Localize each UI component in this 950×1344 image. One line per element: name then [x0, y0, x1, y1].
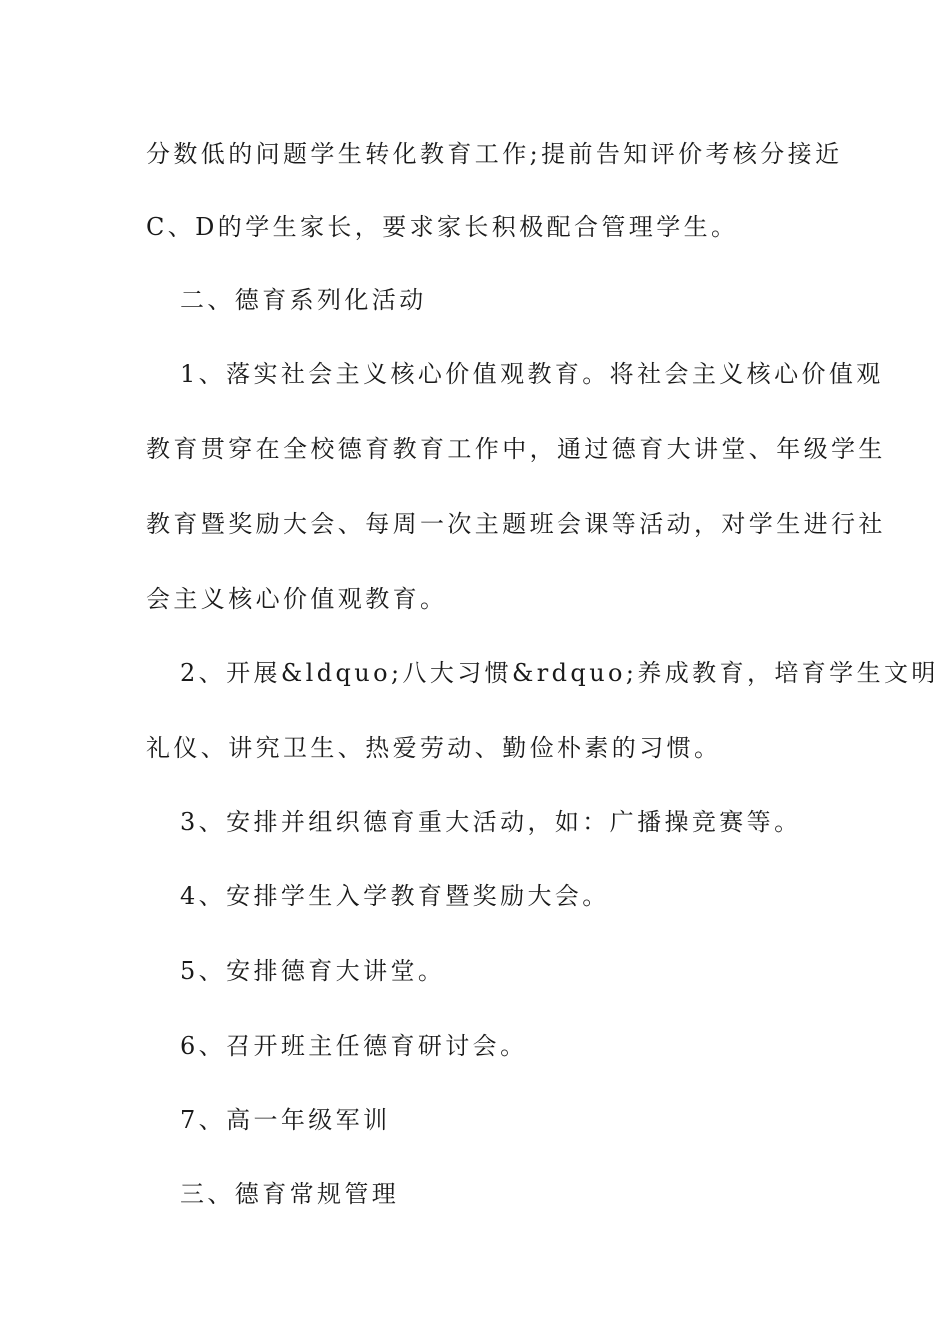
list-item: 4、安排学生入学教育暨奖励大会。: [180, 882, 610, 910]
section-heading: 三、德育常规管理: [180, 1180, 400, 1208]
paragraph-line: 1、落实社会主义核心价值观教育。将社会主义核心价值观: [180, 360, 884, 388]
list-item: 3、安排并组织德育重大活动，如：广播操竞赛等。: [180, 808, 802, 836]
section-heading: 二、德育系列化活动: [180, 286, 427, 314]
paragraph-line: C、D的学生家长，要求家长积极配合管理学生。: [146, 213, 739, 241]
paragraph-line: 礼仪、讲究卫生、热爱劳动、勤俭朴素的习惯。: [146, 734, 722, 762]
list-item: 7、高一年级军训: [180, 1106, 391, 1134]
list-item: 5、安排德育大讲堂。: [180, 957, 446, 985]
paragraph-line: 分数低的问题学生转化教育工作;提前告知评价考核分接近: [146, 140, 843, 168]
paragraph-line: 教育贯穿在全校德育教育工作中，通过德育大讲堂、年级学生: [146, 435, 886, 463]
paragraph-line: 教育暨奖励大会、每周一次主题班会课等活动，对学生进行社: [146, 510, 886, 538]
list-item: 6、召开班主任德育研讨会。: [180, 1032, 528, 1060]
paragraph-line: 2、开展&ldquo;八大习惯&rdquo;养成教育，培育学生文明: [180, 659, 939, 687]
paragraph-line: 会主义核心价值观教育。: [146, 585, 448, 613]
